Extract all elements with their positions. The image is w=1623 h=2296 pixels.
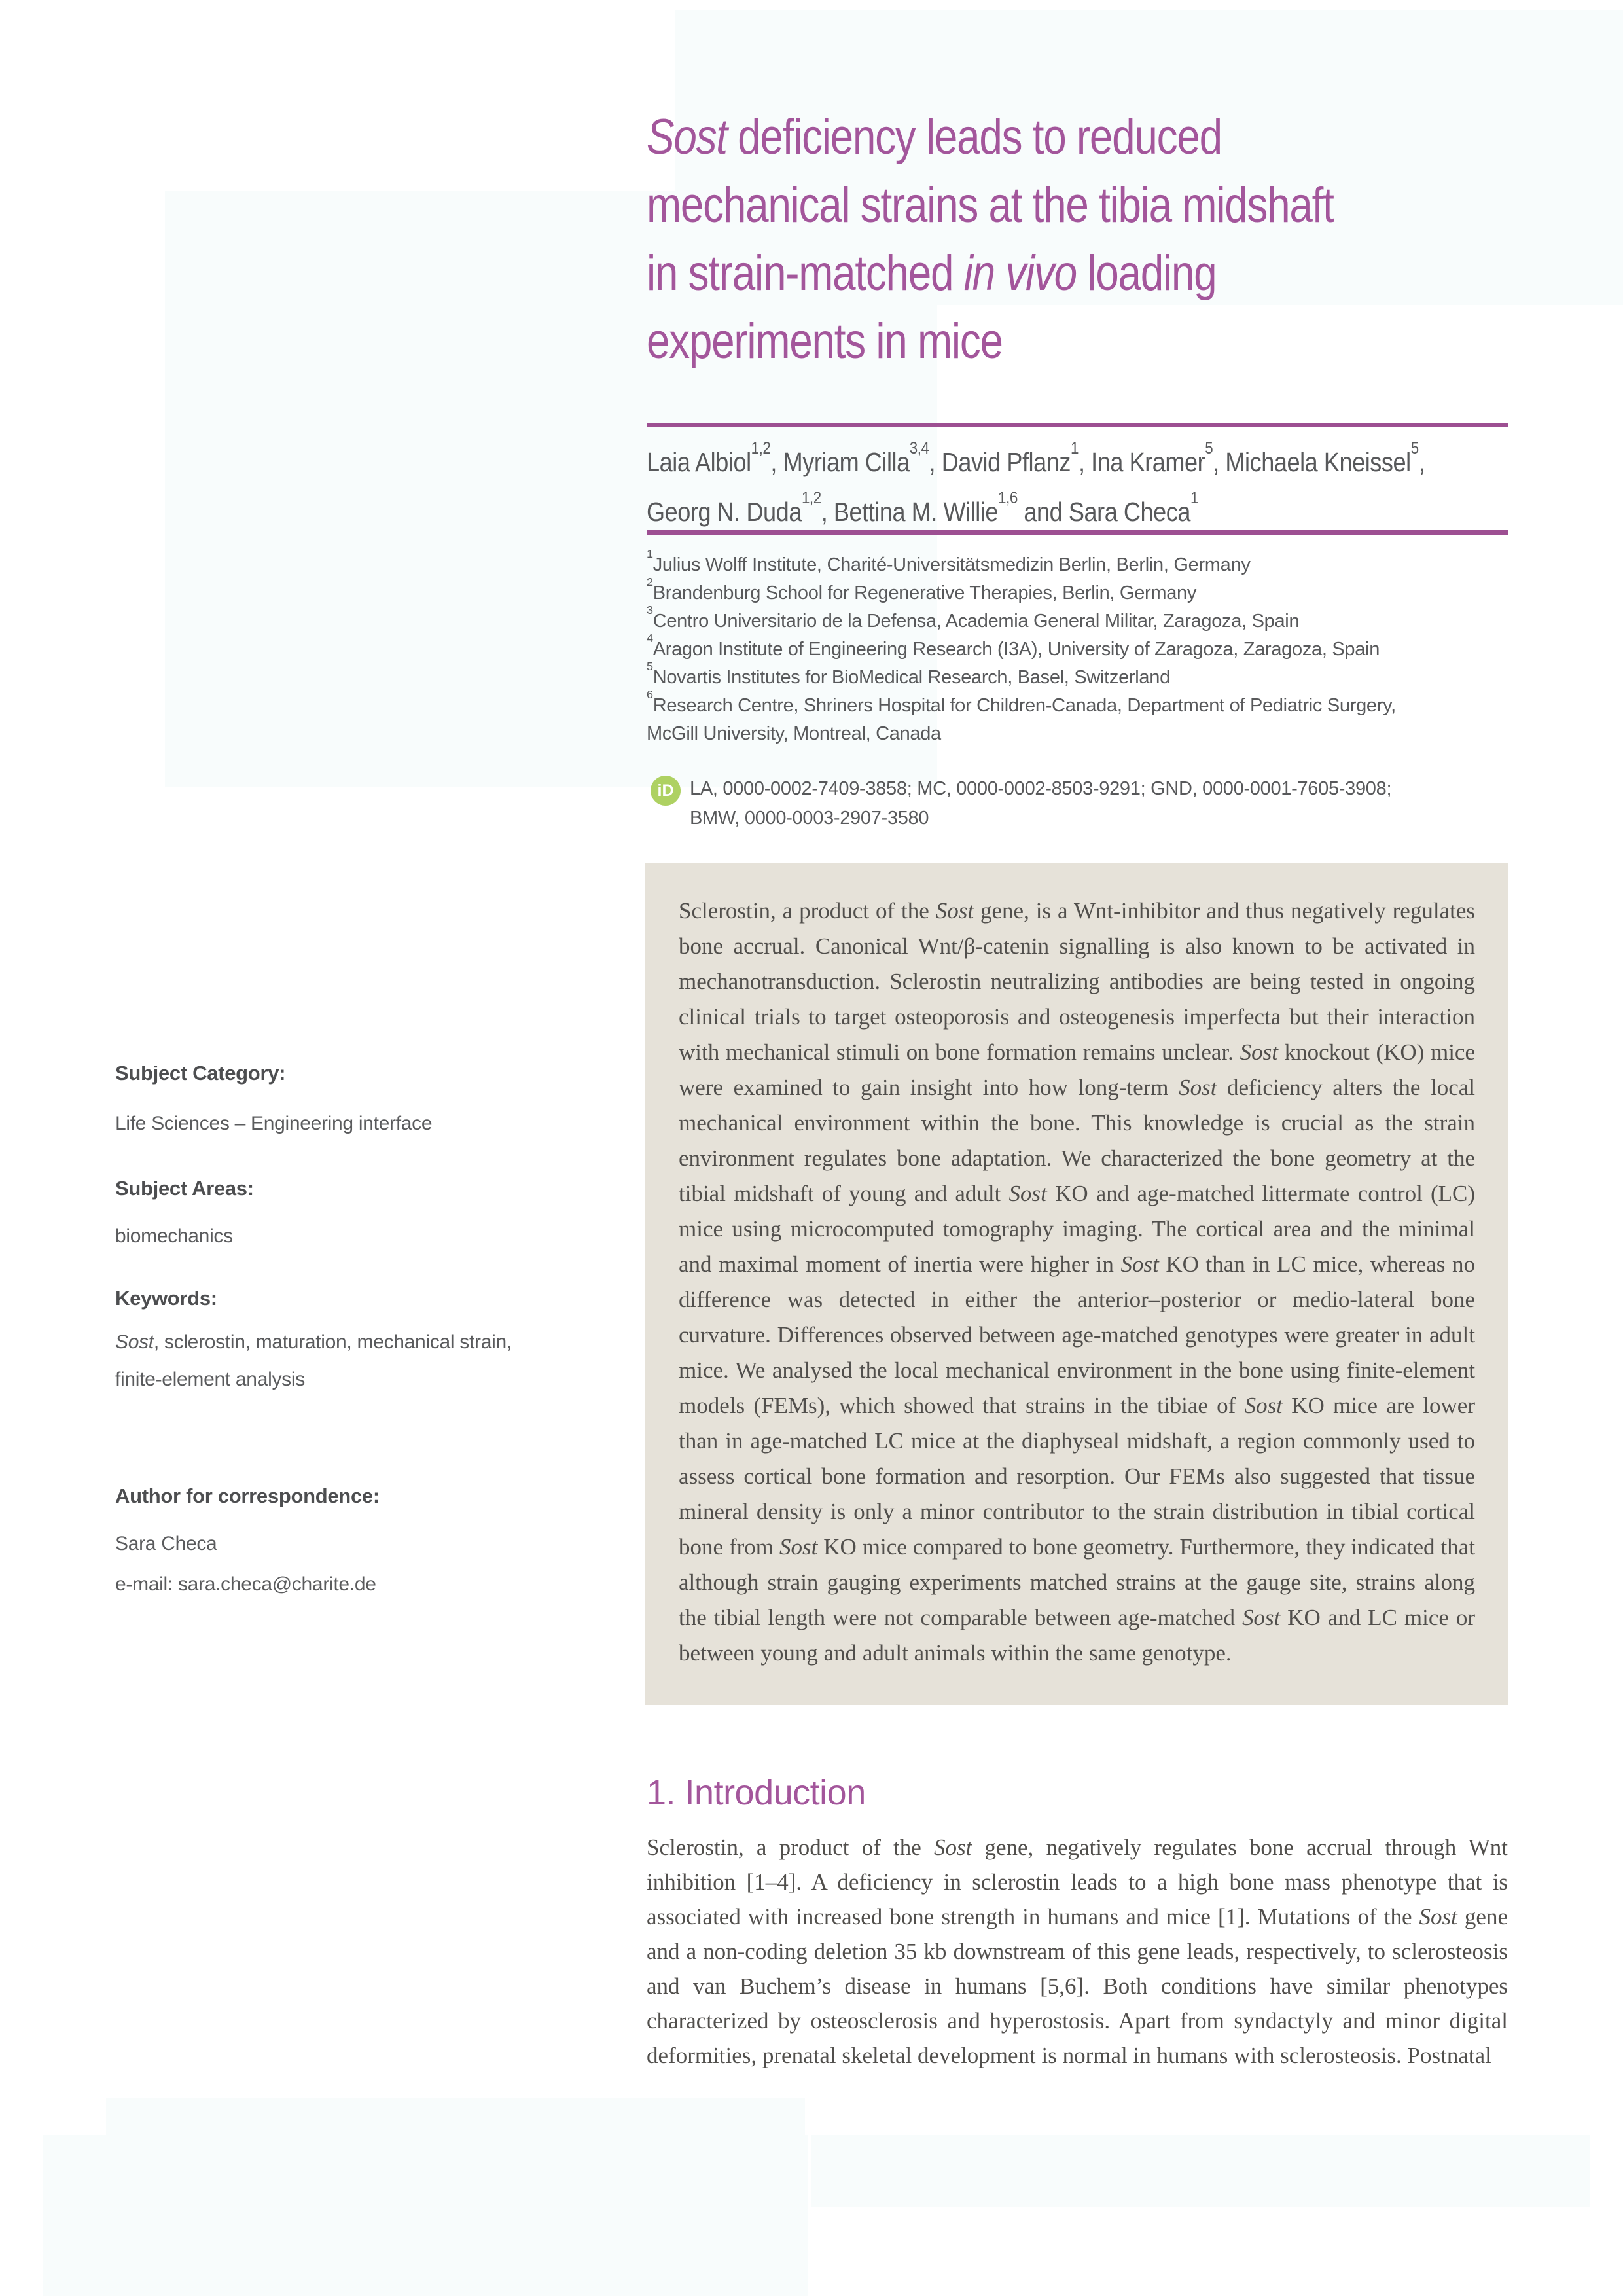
affiliations bbox=[647, 547, 1537, 748]
subject-category-label: Subject Category: bbox=[115, 1062, 286, 1085]
text-line: BMW, 0000-0003-2907-3580 bbox=[690, 808, 929, 829]
correspondence-name: Sara Checa bbox=[115, 1533, 217, 1554]
author-list bbox=[647, 437, 1623, 537]
text-line: $^3$Centro Universitario de la Defensa, Academia General Militar, Zaragoza, Spain bbox=[647, 603, 1300, 632]
orcid-row bbox=[647, 774, 1517, 833]
abstract-text: Sclerostin, a product of the Sost gene, is a Wnt-inhibitor and thus negatively regulates bone accrual. Canonical Wnt/β-catenin signalling is also known to be activated in mechanotransduction. Sclerostin neutralizing antibodies are being tested in ongoing clinical trials to target osteoporosis and osteogenesis imperfecta but their interaction with mechanical stimuli on bone formation remains unclear. Sost knockout (KO) mice were examined to gain insight into how long-term Sost deficiency alters the local mechanical environment within the bone. This knowledge is crucial as the strain environment regulates bone adaptation. We characterized the bone geometry at the tibial midshaft of young and adult Sost KO and age-matched littermate control (LC) mice using microcomputed tomography imaging. The cortical area and the minimal and maximal moment of inertia were higher in Sost KO than in LC mice, whereas no difference was detected in either the anterior–posterior or medio-lateral bone curvature. Differences observed between age-matched genotypes were greater in adult mice. We analysed the local mechanical environment in the bone using finite-element models (FEMs), which showed that strains in the tibiae of Sost KO mice are lower than in age-matched LC mice at the diaphyseal midshaft, a region commonly used to assess cortical bone formation and resorption. Our FEMs also suggested that tissue mineral density is only a minor contributor to the strain distribution in tibial cortical bone from Sost KO mice compared to bone geometry. Furthermore, they indicated that although strain gauging experiments matched strains at the gauge site, strains along the tibial length were not comparable between age-matched Sost KO and LC mice or between young and adult animals within the same genotype. bbox=[679, 898, 1475, 1666]
divider-rule-top bbox=[647, 423, 1508, 427]
text-line: experiments in mice bbox=[647, 314, 1003, 369]
text-line: $^5$Novartis Institutes for BioMedical Research, Basel, Switzerland bbox=[647, 660, 1170, 688]
text-line: $^4$Aragon Institute of Engineering Research (I3A), University of Zaragoza, Zaragoza, Spain bbox=[647, 632, 1380, 660]
text-line: LA, 0000-0002-7409-3858; MC, 0000-0002-8503-9291; GND, 0000-0001-7605-3908; bbox=[690, 778, 1392, 799]
introduction-paragraph: Sclerostin, a product of the Sost gene, negatively regulates bone accrual through Wnt inhibition [1–4]. A deficiency in sclerostin leads to a high bone mass phenotype that is associated with increased bone strength in humans and mice [1]. Mutations of the Sost gene and a non-coding deletion 35 kb downstream of this gene leads, respectively, to sclerosteosis and van Buchem’s disease in humans [5,6]. Both conditions have similar phenotypes characterized by osteosclerosis and hyperostosis. Apart from syndactyly and minor digital deformities, prenatal skeletal development is normal in humans with sclerosteosis. Postnatal bbox=[647, 1835, 1508, 2068]
abstract-box bbox=[645, 863, 1508, 1705]
subject-areas-value: biomechanics bbox=[115, 1225, 233, 1247]
text-line: mechanical strains at the tibia midshaft bbox=[647, 177, 1334, 233]
correspondence-label: Author for correspondence: bbox=[115, 1484, 380, 1507]
orcid-ids bbox=[690, 774, 1517, 833]
text-line: in strain-matched in vivo loading bbox=[647, 245, 1217, 301]
keywords-value: Sost, sclerostin, maturation, mechanical strain, finite-element analysis bbox=[115, 1331, 512, 1390]
text-line: Sost deficiency leads to reduced bbox=[647, 109, 1222, 165]
article-title bbox=[647, 103, 1623, 376]
text-line: $^2$Brandenburg School for Regenerative Therapies, Berlin, Germany bbox=[647, 575, 1197, 603]
correspondence-email[interactable]: e-mail: sara.checa@charite.de bbox=[115, 1573, 376, 1595]
subject-category-value: Life Sciences – Engineering interface bbox=[115, 1113, 433, 1134]
background-wash bbox=[812, 2135, 1590, 2207]
background-wash bbox=[106, 2098, 805, 2296]
text-line: Laia Albiol$^{1,2}$, Myriam Cilla$^{3,4}$, David Pflanz$^1$, Ina Kramer$^5$, Michaela Kneissel$^5$, bbox=[647, 439, 1425, 477]
text-line: McGill University, Montreal, Canada bbox=[647, 723, 941, 744]
text-line: $^6$Research Centre, Shriners Hospital for Children-Canada, Department of Pediatric Surgery, bbox=[647, 688, 1396, 716]
text-line: $^1$Julius Wolff Institute, Charité-Universitätsmedizin Berlin, Berlin, Germany bbox=[647, 547, 1251, 575]
subject-areas-label: Subject Areas: bbox=[115, 1177, 254, 1200]
divider-rule-bottom bbox=[647, 530, 1508, 535]
orcid-icon[interactable]: iD bbox=[651, 776, 681, 806]
introduction-heading: 1. Introduction bbox=[647, 1773, 866, 1812]
text-line: Georg N. Duda$^{1,2}$, Bettina M. Willie$^{1,6}$ and Sara Checa$^1$ bbox=[647, 488, 1198, 527]
keywords-label: Keywords: bbox=[115, 1287, 217, 1310]
